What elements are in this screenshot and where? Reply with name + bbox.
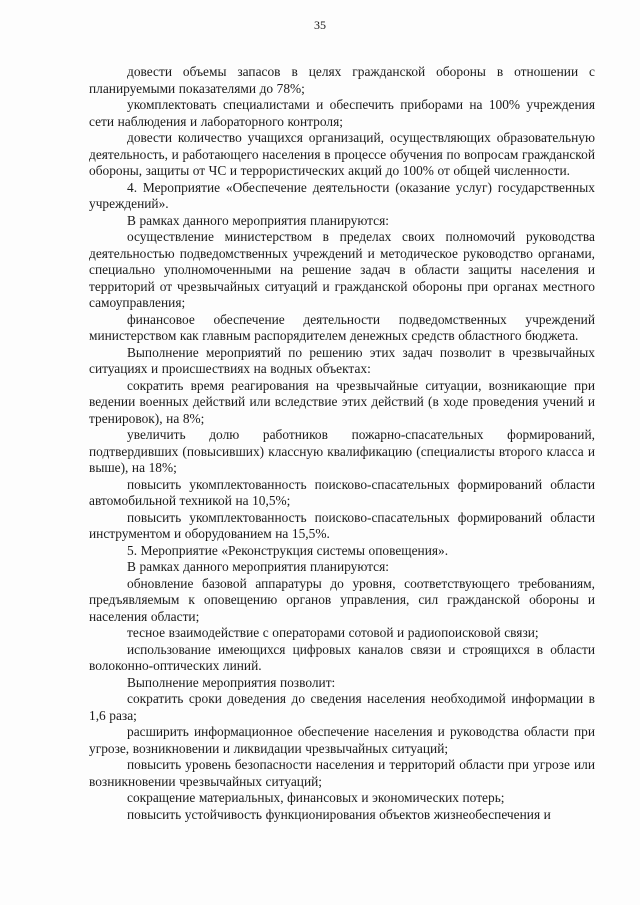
paragraph: сократить сроки доведения до сведения населения необходимой информации в 1,6 раза;: [89, 691, 595, 723]
paragraph: 4. Мероприятие «Обеспечение деятельности (оказание услуг) государственных учреждений».: [89, 179, 595, 211]
paragraph: В рамках данного мероприятия планируются:: [127, 559, 389, 574]
paragraph: укомплектовать специалистами и обеспечить приборами на 100% учреждения сети наблюдения и лабораторного контроля;: [89, 97, 595, 129]
paragraph: повысить устойчивость функционирования объектов жизнеобеспечения и: [127, 806, 551, 822]
paragraph: сократить время реагирования на чрезвычайные ситуации, возникающие при ведении военных действий или вследствие этих действий (в ходе проведения учений и тренировок), на 8%;: [89, 377, 595, 426]
paragraph: сокращение материальных, финансовых и экономических потерь;: [127, 790, 505, 805]
paragraph: 5. Мероприятие «Реконструкция системы оповещения».: [127, 542, 449, 558]
paragraph: В рамках данного мероприятия планируются:: [127, 212, 389, 228]
paragraph: Выполнение мероприятий по решению этих задач позволит в чрезвычайных ситуациях и происшествиях на водных объектах:: [89, 344, 595, 376]
paragraph: расширить информационное обеспечение населения и руководства области при угрозе, возникновении и ликвидации чрезвычайных ситуаций;: [89, 724, 595, 756]
paragraph: осуществление министерством в пределах своих полномочий руководства деятельностью подведомственных учреждений и методическое руководство органами, специально уполномоченными на решение задач в области защиты населения и территорий от чрезвычайных ситуаций и гражданской обороны при органах местного самоуправления;: [89, 229, 595, 310]
paragraph: обновление базовой аппаратуры до уровня, соответствующего требованиям, предъявляемым к оповещению органов управления, сил гражданской обороны и населения области;: [89, 575, 595, 624]
paragraph: повысить укомплектованность поисково-спасательных формирований области инструментом и оборудованием на 15,5%.: [89, 509, 595, 541]
document-body: [89, 64, 595, 823]
paragraph: использование имеющихся цифровых каналов связи и строящихся в области волоконно-оптических линий.: [89, 641, 595, 673]
paragraph: повысить уровень безопасности населения и территорий области при угрозе или возникновении чрезвычайных ситуаций;: [89, 757, 595, 789]
paragraph: тесное взаимодействие с операторами сотовой и радиопоисковой связи;: [127, 625, 539, 640]
paragraph: довести количество учащихся организаций, осуществляющих образовательную деятельность, и работающего населения в процессе обучения по вопросам гражданской обороны, защиты от ЧС и террористических акций до 100% от общей численности.: [89, 130, 595, 178]
paragraph: повысить укомплектованность поисково-спасательных формирований области автомобильной техникой на 10,5%;: [89, 476, 595, 508]
page-number: 35: [314, 18, 326, 32]
paragraph: довести объемы запасов в целях гражданской обороны в отношении с планируемыми показателями до 78%;: [89, 64, 595, 96]
paragraph: Выполнение мероприятия позволит:: [127, 674, 336, 690]
paragraph: финансовое обеспечение деятельности подведомственных учреждений министерством как главным распорядителем денежных средств областного бюджета.: [89, 311, 595, 343]
paragraph: увеличить долю работников пожарно-спасательных формирований, подтвердивших (повысивших) классную квалификацию (специалисты второго класса и выше), на 18%;: [89, 427, 595, 475]
